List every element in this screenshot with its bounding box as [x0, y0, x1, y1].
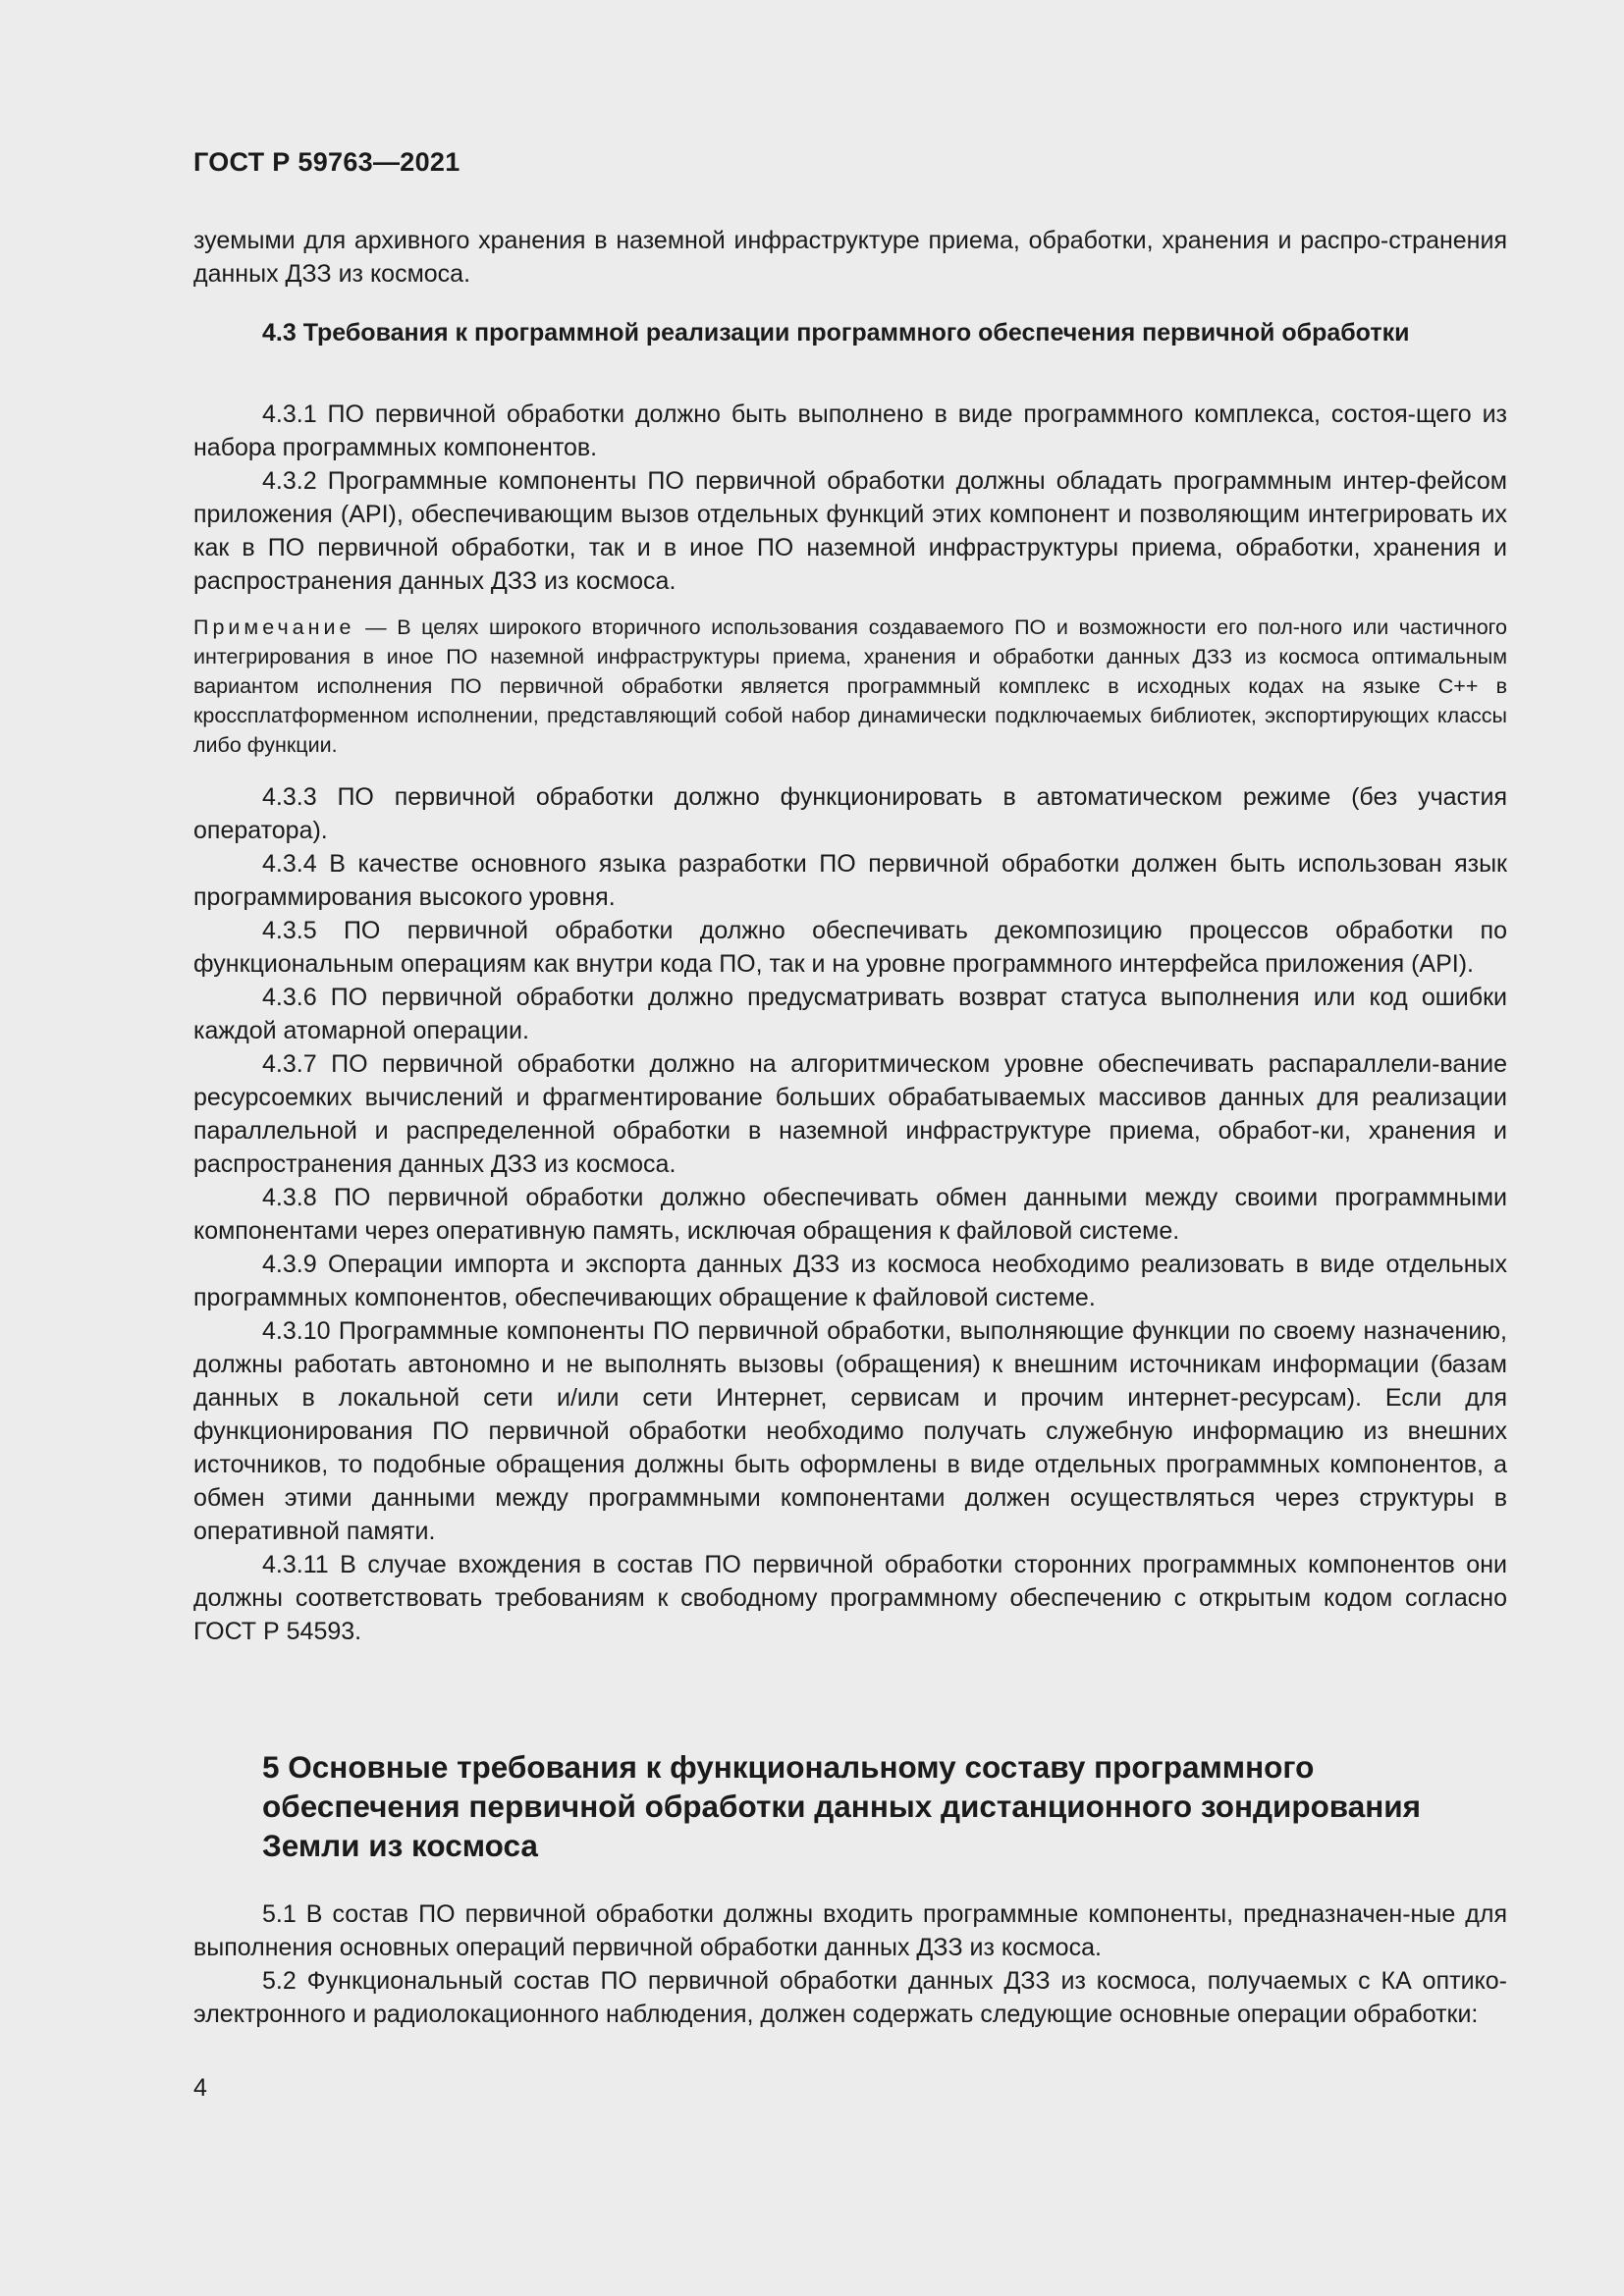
paragraph-4-3-6: 4.3.6 ПО первичной обработки должно предусматривать возврат статуса выполнения или код ошибки каждой атомарной операции.	[193, 984, 1507, 1044]
section-heading-5: 5 Основные требования к функциональному составу программного обеспечения первичной обработки данных дистанционного зондирования Земли из космоса	[262, 1749, 1422, 1863]
requirements-block-a	[193, 398, 1507, 598]
subsection-heading-4-3: 4.3 Требования к программной реализации программного обеспечения первичной обработки	[262, 319, 1410, 347]
document-code-header: ГОСТ Р 59763—2021	[193, 147, 460, 177]
paragraph-4-3-10: 4.3.10 Программные компоненты ПО первичной обработки, выполняющие функции по своему назначению, должны работать автономно и не выполнять вызовы (обращения) к внешним источникам информации (базам данных в локальной сети и/или сети Интернет, сервисам и прочим интернет-ресурсам). Если для функционирования ПО первичной обработки необходимо получать служебную информацию из внешних источников, то подобные обращения должны быть оформлены в виде отдельных программных компонентов, а обмен этими данными между программными компонентами должен осуществляться через структуры в оперативной памяти.	[193, 1317, 1507, 1545]
paragraph-5-1: 5.1 В состав ПО первичной обработки должны входить программные компоненты, предназначен-ные для выполнения основных операций первичной обработки данных ДЗЗ из космоса.	[193, 1900, 1507, 1961]
note-paragraph	[193, 613, 1507, 760]
paragraph-4-3-2: 4.3.2 Программные компоненты ПО первичной обработки должны обладать программным интер-фейсом приложения (API), обеспечивающим вызов отдельных функций этих компонент и позволяющим интегрировать их как в ПО первичной обработки, так и в иное ПО наземной инфраструктуры приема, обработки, хранения и распространения данных ДЗЗ из космоса.	[193, 467, 1507, 595]
paragraph-4-3-3: 4.3.3 ПО первичной обработки должно функционировать в автоматическом режиме (без участия оператора).	[193, 783, 1507, 844]
requirements-block-b	[193, 780, 1507, 1648]
page-number: 4	[193, 2074, 207, 2102]
paragraph-4-3-11: 4.3.11 В случае вхождения в состав ПО первичной обработки сторонних программных компонентов они должны соответствовать требованиям к свободному программному обеспечению с открытым кодом согласно ГОСТ Р 54593.	[193, 1551, 1507, 1645]
paragraph-4-3-8: 4.3.8 ПО первичной обработки должно обеспечивать обмен данными между своими программными компонентами через оперативную память, исключая обращения к файловой системе.	[193, 1184, 1507, 1245]
note-text: — В целях широкого вторичного использования создаваемого ПО и возможности его пол-ного или частичного интегрирования в иное ПО наземной инфраструктуры приема, хранения и обработки данных ДЗЗ из космоса оптимальным вариантом исполнения ПО первичной обработки является программный комплекс в исходных кодах на языке С++ в кроссплатформенном исполнении, представляющий собой набор динамически подключаемых библиотек, экспортирующих классы либо функции.	[193, 615, 1507, 757]
note-label: Примечание	[193, 615, 355, 639]
paragraph-4-3-9: 4.3.9 Операции импорта и экспорта данных ДЗЗ из космоса необходимо реализовать в виде отдельных программных компонентов, обеспечивающих обращение к файловой системе.	[193, 1251, 1507, 1311]
paragraph-4-3-4: 4.3.4 В качестве основного языка разработки ПО первичной обработки должен быть использован язык программирования высокого уровня.	[193, 850, 1507, 911]
paragraph-5-2: 5.2 Функциональный состав ПО первичной обработки данных ДЗЗ из космоса, получаемых с КА оптико-электронного и радиолокационного наблюдения, должен содержать следующие основные операции обработки:	[193, 1967, 1507, 2028]
paragraph-4-3-5: 4.3.5 ПО первичной обработки должно обеспечивать декомпозицию процессов обработки по функциональным операциям как внутри кода ПО, так и на уровне программного интерфейса приложения (API).	[193, 917, 1507, 978]
requirements-block-c	[193, 1897, 1507, 2031]
continuation-paragraph: зуемыми для архивного хранения в наземной инфраструктуре приема, обработки, хранения и распро-странения данных ДЗЗ из космоса.	[193, 227, 1507, 288]
paragraph-4-3-1: 4.3.1 ПО первичной обработки должно быть выполнено в виде программного комплекса, состоя-щего из набора программных компонентов.	[193, 400, 1507, 461]
paragraph-4-3-7: 4.3.7 ПО первичной обработки должно на алгоритмическом уровне обеспечивать распараллели-вание ресурсоемких вычислений и фрагментирование больших обрабатываемых массивов данных для реализации параллельной и распределенной обработки в наземной инфраструктуре приема, обработ-ки, хранения и распространения данных ДЗЗ из космоса.	[193, 1050, 1507, 1178]
